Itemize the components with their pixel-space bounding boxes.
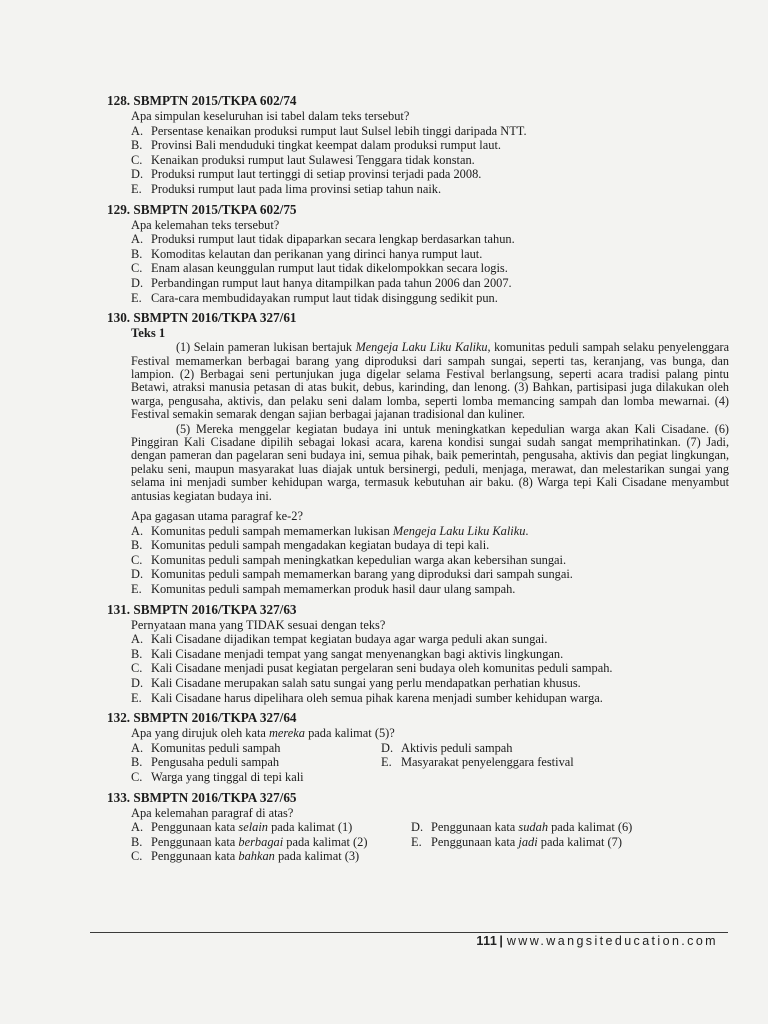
question-128 <box>104 93 729 197</box>
question-heading: 130. SBMPTN 2016/TKPA 327/61 <box>107 310 297 326</box>
option-a: A. Produksi rumput laut tidak dipaparkan secara lengkap berdasarkan tahun. <box>131 232 515 247</box>
content <box>104 93 729 869</box>
question-stem: Apa gagasan utama paragraf ke-2? <box>131 509 303 523</box>
option-b: B. Komoditas kelautan dan perikanan yang dirinci hanya rumput laut. <box>131 246 483 261</box>
option-e: E. Masyarakat penyelenggara festival <box>381 755 574 770</box>
option-e: E. Kali Cisadane harus dipelihara oleh semua pihak karena menjadi sumber kehidupan warga. <box>131 690 603 705</box>
question-heading: 129. SBMPTN 2015/TKPA 602/75 <box>107 201 297 217</box>
option-d: D. Kali Cisadane merupakan salah satu sungai yang perlu mendapatkan perhatian khusus. <box>131 675 581 690</box>
question-heading: 132. SBMPTN 2016/TKPA 327/64 <box>107 710 297 726</box>
footer-separator: | <box>499 934 503 948</box>
option-e: E. Penggunaan kata jadi pada kalimat (7) <box>411 834 622 849</box>
option-d: D. Penggunaan kata sudah pada kalimat (6) <box>411 820 633 835</box>
footer-divider <box>90 932 728 933</box>
option-c: C. Enam alasan keunggulan rumput laut tidak dikelompokkan secara logis. <box>131 261 508 276</box>
option-b: B. Kali Cisadane menjadi tempat yang sangat menyenangkan bagi aktivis lingkungan. <box>131 646 564 661</box>
question-heading: 128. SBMPTN 2015/TKPA 602/74 <box>107 93 297 108</box>
option-d: D. Produksi rumput laut tertinggi di setiap provinsi terjadi pada 2008. <box>131 167 482 182</box>
option-a: A. Komunitas peduli sampah <box>131 740 281 755</box>
question-stem: Apa kelemahan paragraf di atas? <box>131 805 294 820</box>
option-d: D. Aktivis peduli sampah <box>381 740 513 755</box>
question-133 <box>104 790 729 864</box>
question-129 <box>104 202 729 306</box>
option-c: C. Warga yang tinggal di tepi kali <box>131 769 304 784</box>
option-c: C. Penggunaan kata bahkan pada kalimat (3) <box>131 849 360 864</box>
option-grid <box>131 820 729 864</box>
option-b: B. Provinsi Bali menduduki tingkat keempat dalam produksi rumput laut. <box>131 138 501 153</box>
option-a: A. Persentase kenaikan produksi rumput laut Sulsel lebih tinggi daripada NTT. <box>131 123 527 138</box>
option-a: A. Komunitas peduli sampah memamerkan lukisan Mengeja Laku Liku Kaliku. <box>131 523 529 538</box>
passage-title: Teks 1 <box>131 326 166 341</box>
option-e: E. Produksi rumput laut pada lima provinsi setiap tahun naik. <box>131 181 442 196</box>
question-stem: Apa simpulan keseluruhan isi tabel dalam teks tersebut? <box>131 109 410 123</box>
footer-website: www.wangsiteducation.com <box>506 934 718 948</box>
option-d: D. Perbandingan rumput laut hanya ditampilkan pada tahun 2006 dan 2007. <box>131 275 512 290</box>
question-heading: 131. SBMPTN 2016/TKPA 327/63 <box>107 601 297 617</box>
option-d: D. Komunitas peduli sampah memamerkan barang yang diproduksi dari sampah sungai. <box>131 567 573 582</box>
question-131 <box>104 602 729 706</box>
passage-paragraph-1: (1) Selain pameran lukisan bertajuk Mengeja Laku Liku Kaliku, komunitas peduli sampah selaku penyelenggara Festival memamerkan berbagai barang yang diproduksi dari sampah sungai, seperti tas, keranjang, vas bunga, dan lampion. (2) Berbagai seni pertunjukan juga digelar selama Festival berlangsung, seperti acara tradisi palang pintu Betawi, atraksi manusia petasan di atas bukit, debus, karinding, dan lenong. (3) Bahkan, partisipasi juga dilakukan oleh warga, pengusaha, aktivis, dan pelaku seni dalam lomba, seperti lomba memancing sampah dan lomba mewarnai. (4) Festival semakin semarak dengan sajian berbagai jajanan tradisional dan kuliner. <box>131 340 729 422</box>
question-heading: 133. SBMPTN 2016/TKPA 327/65 <box>107 789 297 805</box>
question-stem: Apa yang dirujuk oleh kata mereka pada kalimat (5)? <box>131 726 395 741</box>
page-number: 111 <box>476 934 498 948</box>
option-a: A. Penggunaan kata selain pada kalimat (1) <box>131 820 353 835</box>
question-stem: Apa kelemahan teks tersebut? <box>131 217 280 232</box>
question-stem: Pernyataan mana yang TIDAK sesuai dengan teks? <box>131 617 386 632</box>
option-b: B. Pengusaha peduli sampah <box>131 755 280 770</box>
option-b: B. Penggunaan kata berbagai pada kalimat (2) <box>131 834 368 849</box>
option-e: E. Cara-cara membudidayakan rumput laut tidak disinggung sedikit pun. <box>131 290 498 305</box>
option-c: C. Komunitas peduli sampah meningkatkan kepedulian warga akan kebersihan sungai. <box>131 552 567 567</box>
question-130 <box>104 310 729 596</box>
question-132 <box>104 710 729 784</box>
option-grid <box>131 741 729 785</box>
option-a: A. Kali Cisadane dijadikan tempat kegiatan budaya agar warga peduli akan sungai. <box>131 632 548 647</box>
page-footer <box>476 934 718 948</box>
option-e: E. Komunitas peduli sampah memamerkan produk hasil daur ulang sampah. <box>131 581 516 596</box>
option-c: C. Kenaikan produksi rumput laut Sulawesi Tenggara tidak konstan. <box>131 152 475 167</box>
passage-paragraph-2: (5) Mereka menggelar kegiatan budaya ini untuk meningkatkan kepedulian warga akan Kali Cisadane. (6) Pinggiran Kali Cisadane dipilih sebagai lokasi acara, karena kondisi sungai sudah sangat memprihatinkan. (7) Jadi, dengan pameran dan pagelaran seni budaya ini, semua pihak, baik pemerintah, pengusaha, aktivis dan pegiat lingkungan, pelaku seni, maupun masyarakat luas diajak untuk bersinergi, peduli, menjaga, merawat, dan melestarikan sungai yang selama ini menjadi sumber kehidupan warga, termasuk kebutuhan air baku. (8) Warga tepi Kali Cisadane menyambut antusias kegiatan budaya ini. <box>131 421 729 503</box>
option-c: C. Kali Cisadane menjadi pusat kegiatan pergelaran seni budaya oleh komunitas peduli sampah. <box>131 661 613 676</box>
option-b: B. Komunitas peduli sampah mengadakan kegiatan budaya di tepi kali. <box>131 538 490 553</box>
